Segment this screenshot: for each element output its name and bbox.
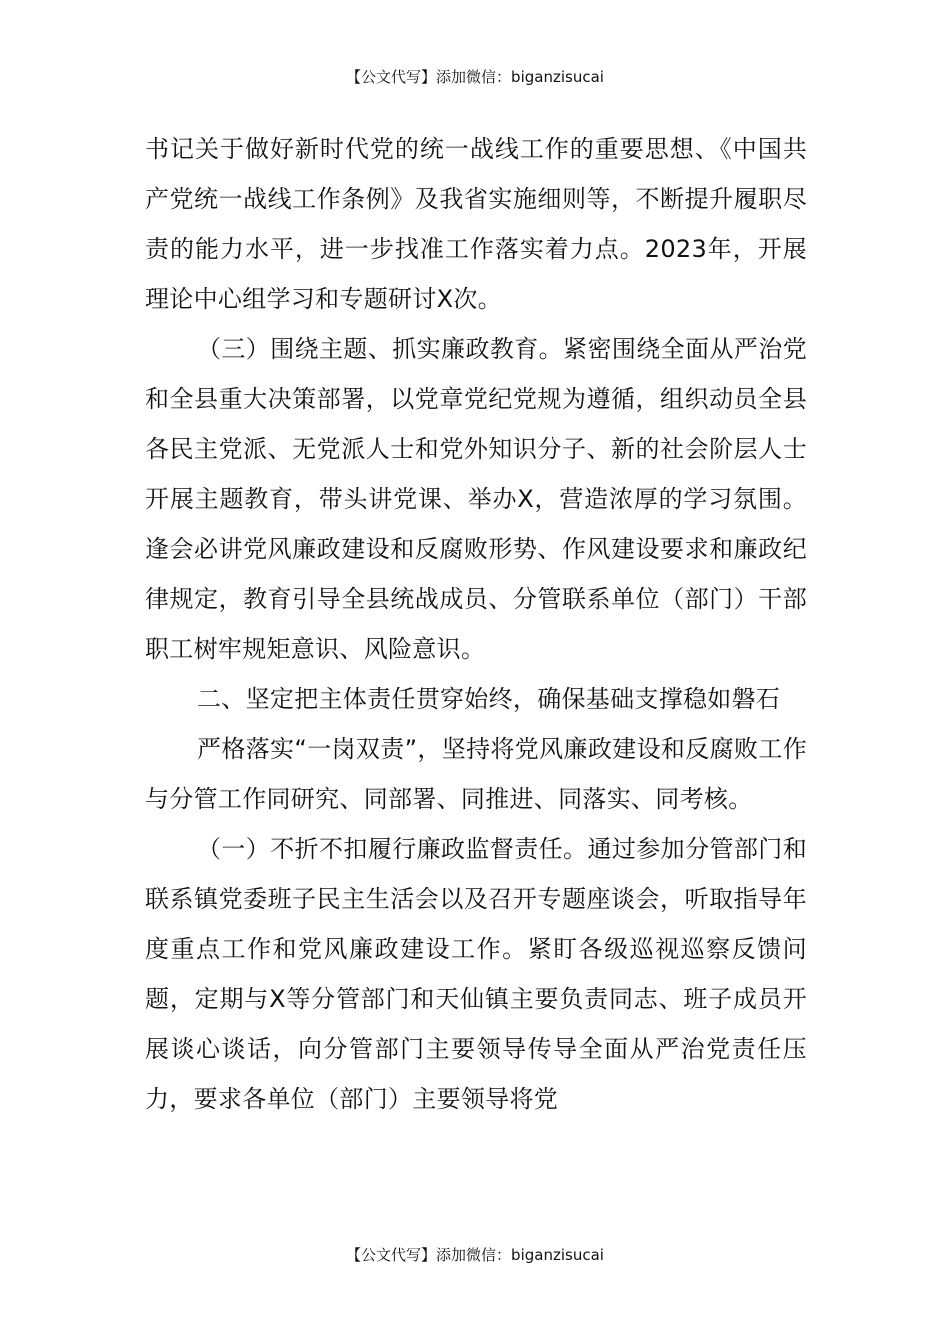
page-header: 【公文代写】添加微信：biganzisucai	[346, 68, 604, 86]
paragraph-continuation: 书记关于做好新时代党的统一战线工作的重要思想、《中国共产党统一战线工作条例》及我省实施细则等，不断提升履职尽责的能力水平，进一步找准工作落实着力点。2023年，开展理论中心组学习和专题研讨X次。	[145, 135, 807, 313]
paragraph-subsection-1: （一）不折不扣履行廉政监督责任。通过参加分管部门和联系镇党委班子民主生活会以及召开专题座谈会，听取指导年度重点工作和党风廉政建设工作。紧盯各级巡视巡察反馈问题，定期与X等分管部门和天仙镇主要负责同志、班子成员开展谈心谈话，向分管部门主要领导传导全面从严治党责任压力，要求各单位（部门）主要领导将党	[145, 835, 807, 1113]
paragraph-section-3: （三）围绕主题、抓实廉政教育。紧密围绕全面从严治党和全县重大决策部署，以党章党纪党规为遵循，组织动员全县各民主党派、无党派人士和党外知识分子、新的社会阶层人士开展主题教育，带头讲党课、举办X，营造浓厚的学习氛围。逢会必讲党风廉政建设和反腐败形势、作风建设要求和廉政纪律规定，教育引导全县统战成员、分管联系单位（部门）干部职工树牢规矩意识、风险意识。	[145, 335, 807, 663]
document-body	[145, 124, 807, 1124]
section-heading-2: 二、坚定把主体责任贯穿始终，确保基础支撑稳如磐石	[197, 685, 781, 713]
paragraph-intro: 严格落实“一岗双责”，坚持将党风廉政建设和反腐败工作与分管工作同研究、同部署、同推进、同落实、同考核。	[145, 735, 807, 813]
page-footer: 【公文代写】添加微信：biganzisucai	[346, 1246, 604, 1264]
